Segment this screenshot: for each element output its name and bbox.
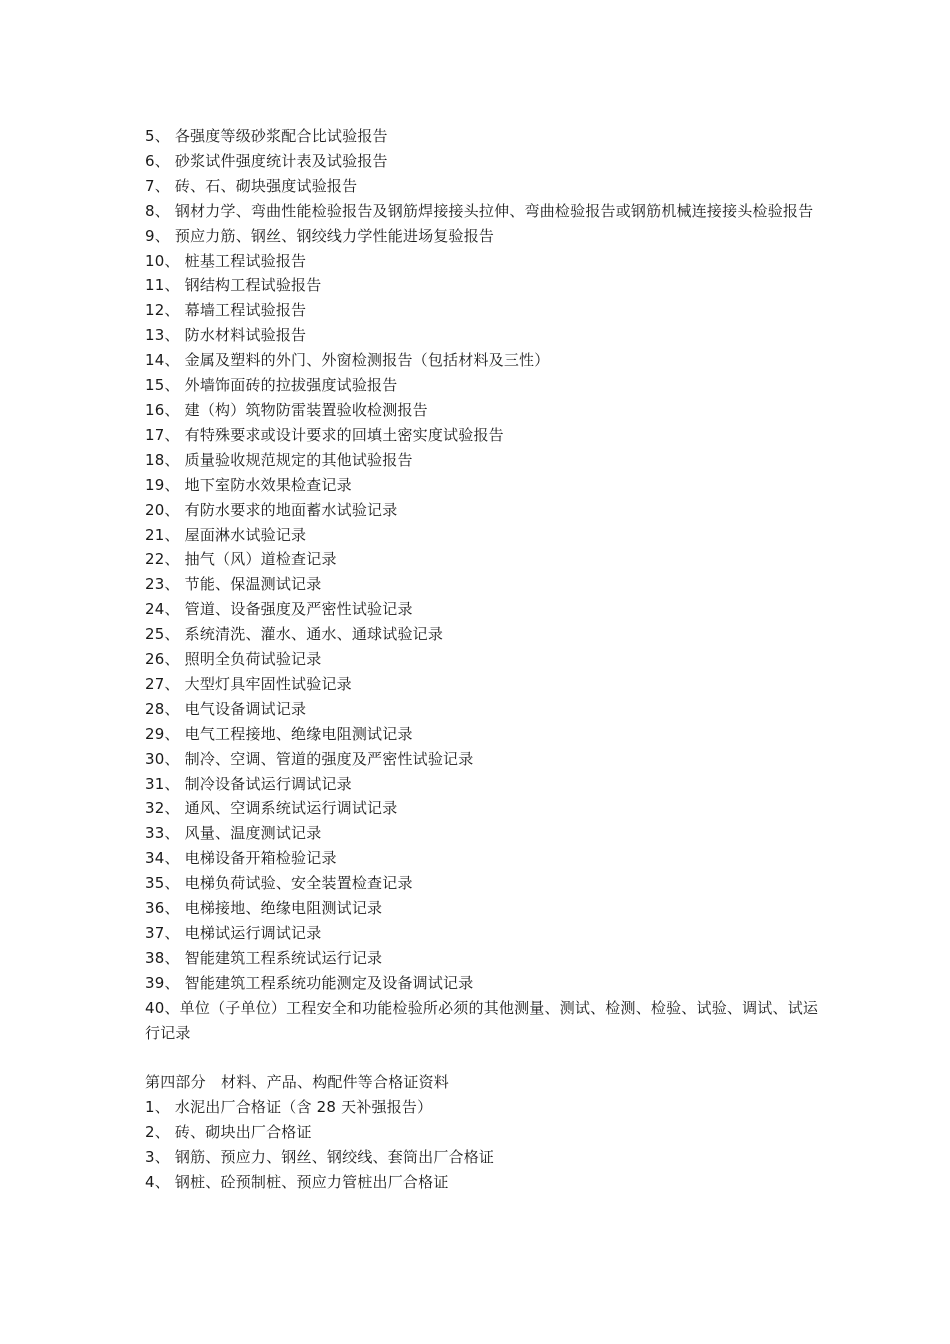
certificate-list — [145, 1095, 825, 1195]
document-page — [145, 124, 825, 1195]
list-item: 6、 砂浆试件强度统计表及试验报告 — [145, 151, 388, 170]
list-item: 13、 防水材料试验报告 — [145, 326, 307, 345]
list-item: 12、 幕墙工程试验报告 — [145, 301, 307, 320]
list-item: 14、 金属及塑料的外门、外窗检测报告（包括材料及三性） — [145, 351, 550, 370]
list-item: 27、 大型灯具牢固性试验记录 — [145, 674, 352, 693]
list-item: 36、 电梯接地、绝缘电阻测试记录 — [145, 899, 383, 918]
section-spacer — [145, 1046, 825, 1071]
list-item: 16、 建（构）筑物防雷装置验收检测报告 — [145, 400, 428, 419]
list-item: 9、 预应力筋、钢丝、钢绞线力学性能进场复验报告 — [145, 226, 495, 245]
list-item: 35、 电梯负荷试验、安全装置检查记录 — [145, 874, 413, 893]
list-item: 29、 电气工程接地、绝缘电阻测试记录 — [145, 724, 413, 743]
list-item: 38、 智能建筑工程系统试运行记录 — [145, 948, 383, 967]
list-item: 18、 质量验收规范规定的其他试验报告 — [145, 450, 413, 469]
list-item: 3、 钢筋、预应力、钢丝、钢绞线、套筒出厂合格证 — [145, 1148, 495, 1167]
list-item: 28、 电气设备调试记录 — [145, 699, 307, 718]
list-item: 10、 桩基工程试验报告 — [145, 251, 307, 270]
list-item: 19、 地下室防水效果检查记录 — [145, 475, 352, 494]
list-item: 5、 各强度等级砂浆配合比试验报告 — [145, 127, 388, 145]
list-item: 33、 风量、温度测试记录 — [145, 824, 322, 843]
list-item: 24、 管道、设备强度及严密性试验记录 — [145, 600, 413, 619]
list-item: 37、 电梯试运行调试记录 — [145, 924, 322, 942]
list-item: 34、 电梯设备开箱检验记录 — [145, 849, 337, 868]
section-heading: 第四部分 材料、产品、构配件等合格证资料 — [145, 1073, 450, 1092]
list-item: 32、 通风、空调系统试运行调试记录 — [145, 799, 398, 818]
list-item: 8、 钢材力学、弯曲性能检验报告及钢筋焊接接头拉伸、弯曲检验报告或钢筋机械连接接头检验报告 — [145, 201, 814, 220]
list-item: 31、 制冷设备试运行调试记录 — [145, 774, 352, 793]
list-item: 17、 有特殊要求或设计要求的回填土密实度试验报告 — [145, 425, 504, 444]
list-item: 2、 砖、砌块出厂合格证 — [145, 1123, 312, 1142]
list-item: 20、 有防水要求的地面蓄水试验记录 — [145, 500, 398, 519]
list-item: 11、 钢结构工程试验报告 — [145, 276, 322, 295]
list-item: 30、 制冷、空调、管道的强度及严密性试验记录 — [145, 749, 474, 768]
list-item: 7、 砖、石、砌块强度试验报告 — [145, 176, 358, 195]
list-item: 1、 水泥出厂合格证（含 28 天补强报告） — [145, 1098, 433, 1117]
list-item: 39、 智能建筑工程系统功能测定及设备调试记录 — [145, 973, 474, 992]
list-item: 4、 钢桩、砼预制桩、预应力管桩出厂合格证 — [145, 1173, 449, 1192]
list-item: 15、 外墙饰面砖的拉拔强度试验报告 — [145, 376, 398, 395]
list-item: 22、 抽气（风）道检查记录 — [145, 550, 337, 569]
list-item: 25、 系统清洗、灌水、通水、通球试验记录 — [145, 625, 444, 644]
list-item: 21、 屋面淋水试验记录 — [145, 525, 307, 544]
list-item: 40、单位（子单位）工程安全和功能检验所必须的其他测量、测试、检测、检验、试验、调试、试运行记录 — [145, 998, 819, 1042]
list-item: 23、 节能、保温测试记录 — [145, 575, 322, 594]
test-report-list — [145, 124, 825, 1046]
list-item: 26、 照明全负荷试验记录 — [145, 650, 322, 669]
